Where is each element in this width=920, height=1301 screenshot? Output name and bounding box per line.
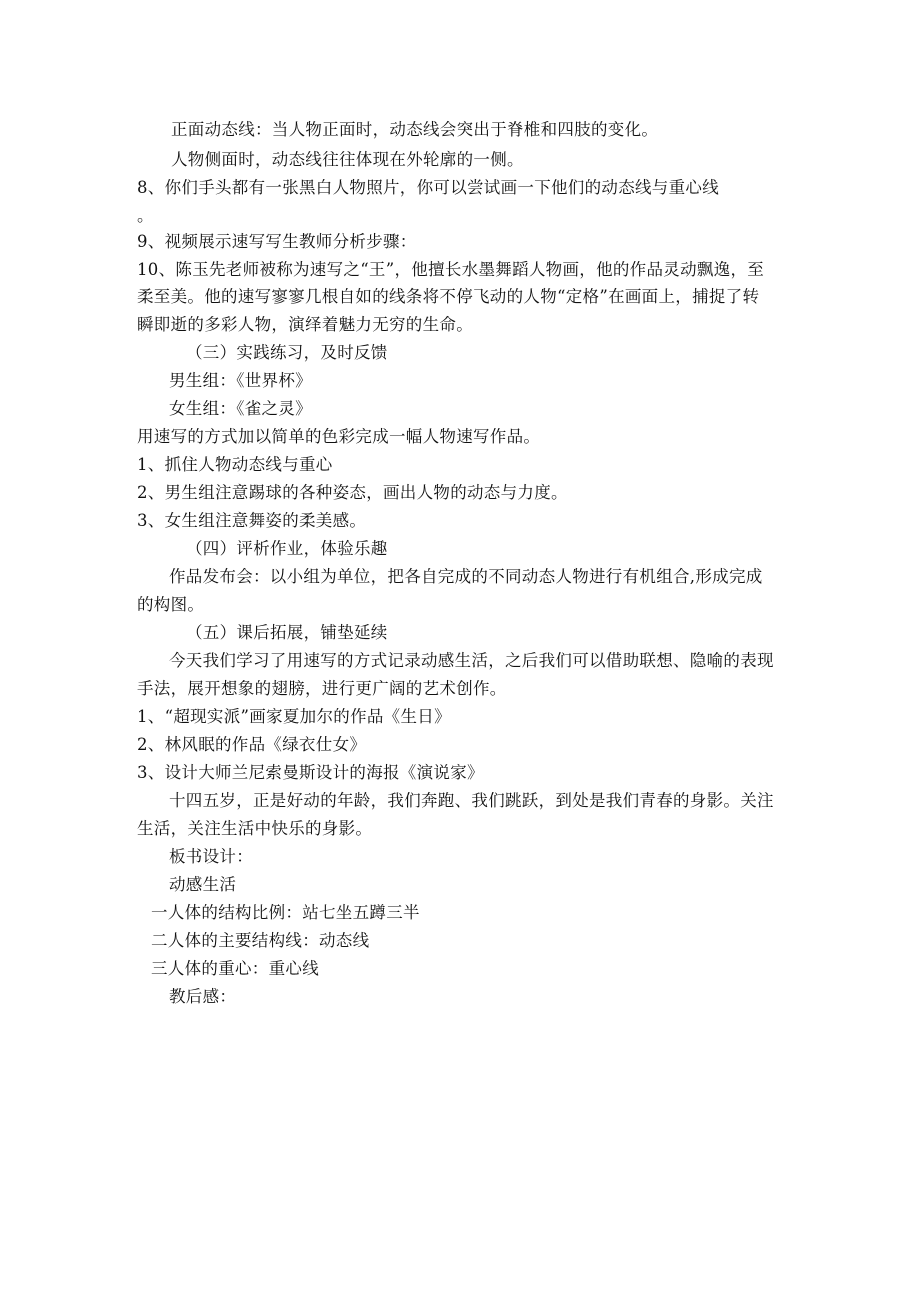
text-line-13: 1、抓住人物动态线与重心 xyxy=(137,455,333,474)
board-title: 动感生活 xyxy=(169,875,237,894)
text-line-2: 人物侧面时，动态线往往体现在外轮廓的一侧。 xyxy=(171,150,524,169)
text-line-20: 今天我们学习了用速写的方式记录动感生活，之后我们可以借助联想、隐喻的表现 xyxy=(169,651,774,670)
text-line-26: 生活，关注生活中快乐的身影。 xyxy=(137,819,373,838)
text-line-5: 9、视频展示速写写生教师分析步骤： xyxy=(137,232,417,251)
text-line-1: 正面动态线：当人物正面时，动态线会突出于脊椎和四肢的变化。 xyxy=(171,120,659,139)
text-line-24: 3、设计大师兰尼索曼斯设计的海报《演说家》 xyxy=(137,763,484,782)
text-line-12: 用速写的方式加以简单的色彩完成一幅人物速写作品。 xyxy=(137,427,541,446)
text-line-4: 。 xyxy=(137,206,154,225)
text-line-22: 1、“超现实派”画家夏加尔的作品《生日》 xyxy=(137,707,451,726)
reflection-heading: 教后感： xyxy=(169,987,237,1006)
text-line-8: 瞬即逝的多彩人物，演绎着魅力无穷的生命。 xyxy=(137,315,473,334)
text-line-3: 8、你们手头都有一张黑白人物照片，你可以尝试画一下他们的动态线与重心线 xyxy=(137,178,719,197)
text-line-7: 柔至美。他的速写寥寥几根自如的线条将不停飞动的人物“定格”在画面上，捕捉了转 xyxy=(137,287,760,306)
text-line-14: 2、男生组注意踢球的各种姿态，画出人物的动态与力度。 xyxy=(137,483,568,502)
text-line-18: 的构图。 xyxy=(137,595,205,614)
section-heading-3: （三）实践练习，及时反馈 xyxy=(186,343,388,362)
text-line-15: 3、女生组注意舞姿的柔美感。 xyxy=(137,511,367,530)
text-line-11: 女生组：《雀之灵》 xyxy=(169,399,312,418)
text-line-17: 作品发布会：以小组为单位，把各自完成的不同动态人物进行有机组合,形成完成 xyxy=(169,567,763,586)
section-heading-5: （五）课后拓展，铺垫延续 xyxy=(186,623,388,642)
board-item-2: 二人体的主要结构线：动态线 xyxy=(151,931,370,950)
board-design-heading: 板书设计： xyxy=(169,847,253,866)
text-line-21: 手法，展开想象的翅膀，进行更广阔的艺术创作。 xyxy=(137,679,507,698)
board-item-3: 三人体的重心：重心线 xyxy=(151,959,319,978)
text-line-6: 10、陈玉先老师被称为速写之“王”，他擅长水墨舞蹈人物画，他的作品灵动飘逸，至 xyxy=(137,260,765,279)
board-item-1: 一人体的结构比例：站七坐五蹲三半 xyxy=(151,903,420,922)
text-line-10: 男生组：《世界杯》 xyxy=(169,371,312,390)
text-line-23: 2、林风眠的作品《绿衣仕女》 xyxy=(137,735,367,754)
section-heading-4: （四）评析作业，体验乐趣 xyxy=(186,539,388,558)
text-line-25: 十四五岁，正是好动的年龄，我们奔跑、我们跳跃，到处是我们青春的身影。关注 xyxy=(169,791,774,810)
